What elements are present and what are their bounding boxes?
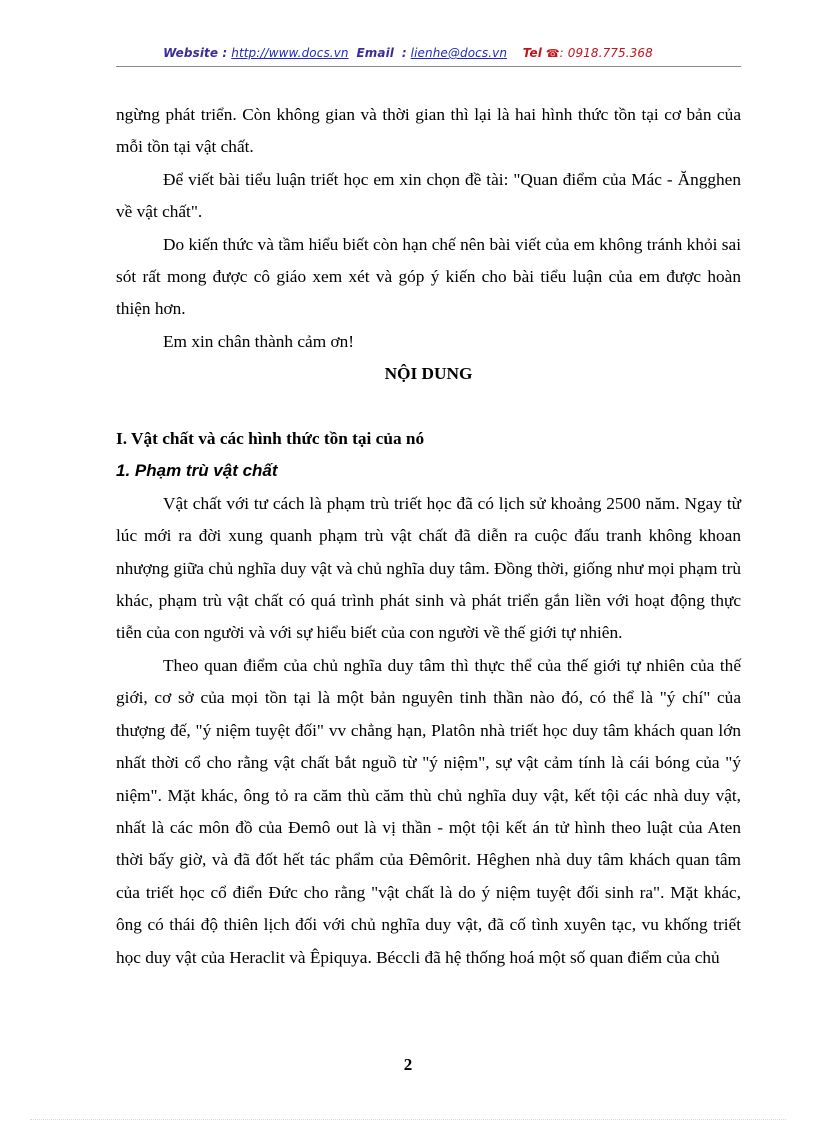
page-bottom-edge [30, 1119, 786, 1120]
spacer [116, 391, 741, 423]
website-label: Website : [163, 46, 228, 60]
header-divider [116, 66, 741, 67]
page-number: 2 [403, 1055, 413, 1074]
document-body [116, 99, 741, 974]
phone-icon: ☎ [545, 47, 560, 60]
paragraph-apology: Do kiến thức và tầm hiểu biết còn hạn chế nên bài viết của em không tránh khỏi sai sót rất mong được cô giáo xem xét và góp ý kiến cho bài tiểu luận của em được hoàn thiện hơn. [116, 234, 741, 319]
email-separator: : [401, 46, 407, 60]
content-heading: NỘI DUNG [384, 364, 473, 384]
section-heading: I. Vật chất và các hình thức tồn tại của nó [116, 429, 425, 449]
subsection-heading: 1. Phạm trù vật chất [116, 461, 278, 481]
paragraph-thanks: Em xin chân thành cảm ơn! [163, 331, 355, 351]
page-header [0, 46, 816, 60]
email-link[interactable]: lienhe@docs.vn [410, 46, 508, 60]
email-label: Email [356, 46, 394, 60]
tel-label: Tel [522, 46, 542, 60]
paragraph-idealism-view: Theo quan điểm của chủ nghĩa duy tâm thì thực thể của thế giới tự nhiên của thế giới, cơ sở của mọi tồn tại là một bản nguyên tinh thần nào đó, có thể là "ý chí" của thượng đế, "ý niệm tuyệt đối" vv chẳng hạn, Platôn nhà triết học duy tâm khách quan lớn nhất thời cổ cho rằng vật chất bắt nguồ từ "ý niệm", sự vật cảm tính là cái bóng của "ý niệm". Mặt khác, ông tỏ ra căm thù căm thù chủ nghĩa duy vật, kết tội các nhà duy vật, nhất là các môn đồ của Đemô out là vị thần - một tội kết án tử hình theo luật của Aten thời bấy giờ, và đã đốt hết tác phẩm của Đêmôrit. Hêghen nhà duy tâm khách quan tâm của triết học cổ điển Đức cho rằng "vật chất là do ý niệm tuyệt đối sinh ra". Mặt khác, ông có thái độ thiên lịch đối với chủ nghĩa duy vật, đã cố tình xuyên tạc, vu khống triết học duy vật của Heraclit và Êpiquya. Béccli đã hệ thống hoá một số quan điểm của chủ [116, 655, 741, 967]
website-link[interactable]: http://www.docs.vn [231, 46, 349, 60]
paragraph-intro-end: ngừng phát triển. Còn không gian và thời gian thì lại là hai hình thức tồn tại cơ bản của mỗi tồn tại vật chất. [116, 105, 741, 157]
paragraph-topic: Để viết bài tiểu luận triết học em xin chọn đề tài: "Quan điểm của Mác - Ăngghen về vật chất". [116, 169, 741, 222]
phone-number: : 0918.775.368 [559, 46, 653, 60]
paragraph-matter-history: Vật chất với tư cách là phạm trù triết học đã có lịch sử khoảng 2500 năm. Ngay từ lúc mới ra đời xung quanh phạm trù vật chất đã diễn ra cuộc đấu tranh không khoan nhượng giữa chủ nghĩa duy vật và chủ nghĩa duy tâm. Đồng thời, giống như mọi phạm trù khác, phạm trù vật chất có quá trình phát sinh và phát triển gắn liền với hoạt động thực tiễn của con người và với sự hiểu biết của con người về thế giới tự nhiên. [116, 493, 741, 643]
